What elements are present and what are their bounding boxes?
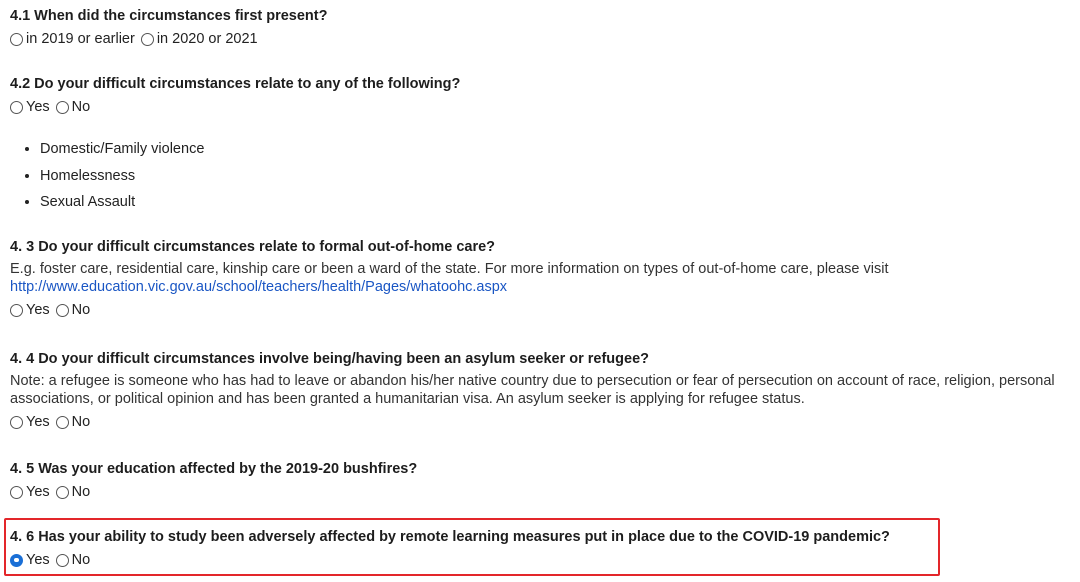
- out-of-home-care-link[interactable]: http://www.education.vic.gov.au/school/teachers/health/Pages/whatoohc.aspx: [10, 279, 508, 295]
- radio-button[interactable]: [10, 33, 23, 46]
- list-item: • Homelessness: [40, 163, 204, 190]
- radio-button[interactable]: [141, 33, 154, 46]
- option-label: Yes: [26, 414, 50, 430]
- option-label: Yes: [26, 302, 50, 318]
- question-title: 4. 6 Has your ability to study been adversely affected by remote learning measures put in place due to the COVID-19 pandemic?: [10, 529, 890, 545]
- list-item: • Sexual Assault: [40, 189, 204, 216]
- description-text: E.g. foster care, residential care, kinship care or been a ward of the state. For more information on types of out-of-home care, please visit: [10, 261, 889, 277]
- option-label: in 2019 or earlier: [26, 31, 135, 47]
- option-yes[interactable]: [10, 550, 50, 570]
- option-no[interactable]: [56, 97, 91, 117]
- radio-button[interactable]: [56, 101, 69, 114]
- question-4-2: [10, 75, 460, 117]
- radio-button[interactable]: [56, 554, 69, 567]
- question-title: 4. 4 Do your difficult circumstances involve being/having been an asylum seeker or refugee?: [10, 351, 650, 367]
- list-item: • Domestic/Family violence: [40, 136, 204, 163]
- radio-group: [10, 482, 417, 502]
- question-4-3: [10, 238, 1070, 320]
- radio-group: [10, 550, 890, 570]
- radio-button[interactable]: [10, 101, 23, 114]
- option-label: No: [71, 99, 91, 115]
- option-yes[interactable]: [10, 97, 50, 117]
- option-label: No: [71, 484, 91, 500]
- radio-button[interactable]: [56, 416, 69, 429]
- question-title: 4. 3 Do your difficult circumstances relate to formal out-of-home care?: [10, 239, 496, 255]
- radio-group: [10, 97, 460, 117]
- question-4-6: [10, 528, 890, 570]
- option-yes[interactable]: [10, 412, 50, 432]
- question-description: [10, 260, 1070, 296]
- question-4-1: [10, 7, 327, 49]
- option-no[interactable]: [56, 482, 91, 502]
- option-yes[interactable]: [10, 482, 50, 502]
- radio-group: [10, 29, 327, 49]
- option-no[interactable]: [56, 300, 91, 320]
- radio-button[interactable]: [10, 416, 23, 429]
- radio-button[interactable]: [56, 486, 69, 499]
- option-label: No: [71, 302, 91, 318]
- option-2019-or-earlier[interactable]: [10, 29, 135, 49]
- question-title: 4.1 When did the circumstances first present?: [10, 8, 328, 24]
- radio-button[interactable]: [10, 486, 23, 499]
- option-label: Yes: [26, 552, 50, 568]
- question-title: 4. 5 Was your education affected by the 2019-20 bushfires?: [10, 461, 418, 477]
- question-description: Note: a refugee is someone who has had to leave or abandon his/her native country due to persecution or fear of persecution on account of race, religion, personal associations, or political opinion and has been granted a humanitarian visa. An asylum seeker is applying for refugee status.: [10, 373, 1055, 407]
- option-label: Yes: [26, 484, 50, 500]
- radio-button[interactable]: [56, 304, 69, 317]
- option-label: No: [71, 552, 91, 568]
- option-label: in 2020 or 2021: [156, 31, 258, 47]
- question-4-5: [10, 460, 417, 502]
- radio-group: [10, 412, 1070, 432]
- option-no[interactable]: [56, 412, 91, 432]
- radio-button-selected[interactable]: [10, 554, 23, 567]
- option-no[interactable]: [56, 550, 91, 570]
- question-title: 4.2 Do your difficult circumstances relate to any of the following?: [10, 76, 461, 92]
- option-yes[interactable]: [10, 300, 50, 320]
- option-label: Yes: [26, 99, 50, 115]
- circumstances-list: [10, 136, 204, 216]
- radio-group: [10, 300, 1070, 320]
- option-label: No: [71, 414, 91, 430]
- option-2020-or-2021[interactable]: [141, 29, 258, 49]
- radio-button[interactable]: [10, 304, 23, 317]
- question-4-4: [10, 350, 1070, 432]
